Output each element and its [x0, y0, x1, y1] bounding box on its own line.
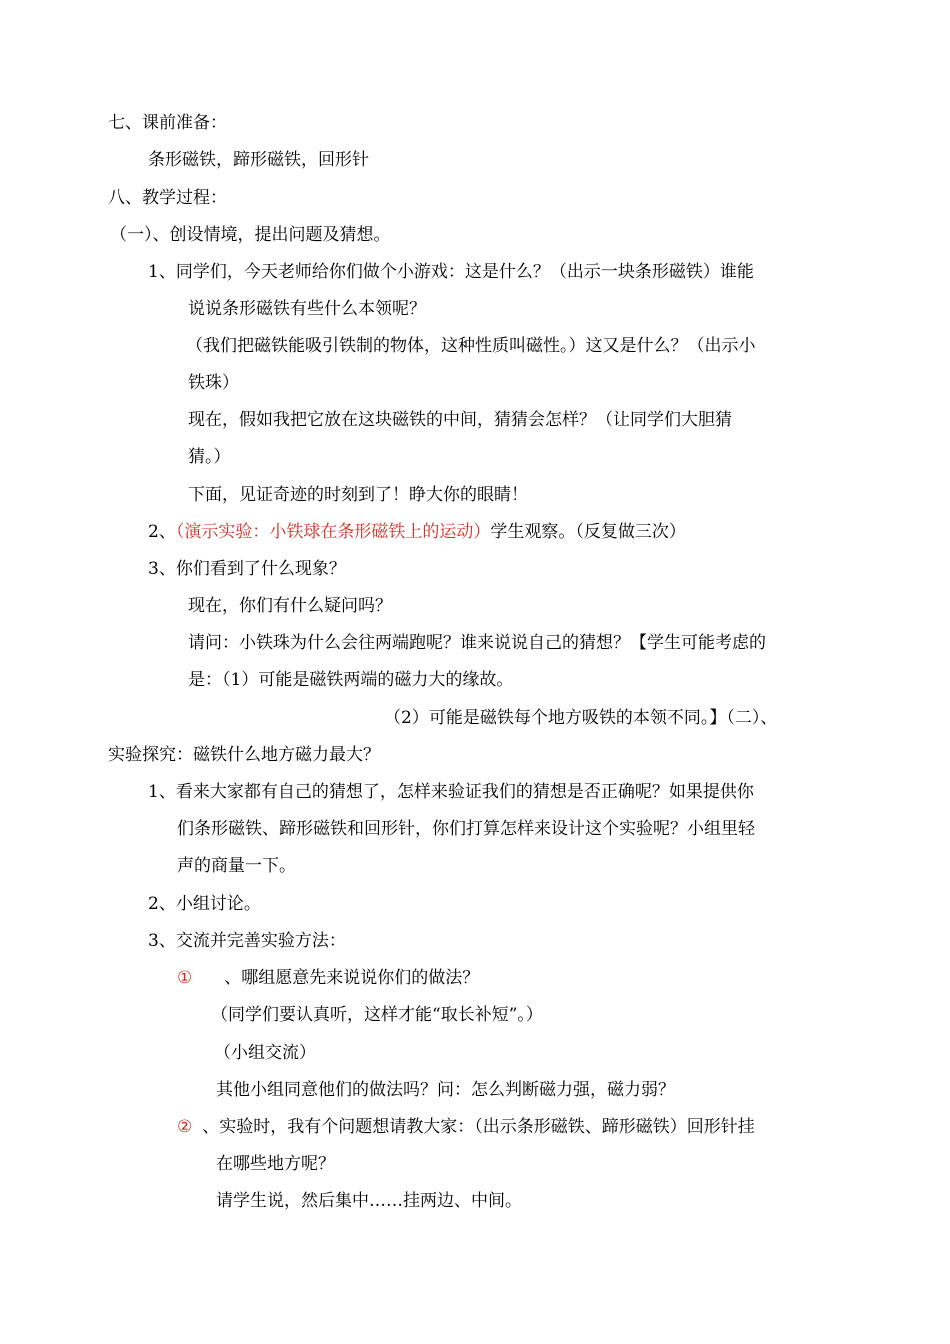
sub1-line2: （同学们要认真听，这样才能“取长补短”。）	[211, 1005, 543, 1025]
item3-line5: （2）可能是磁铁每个地方吸铁的本领不同。】（二）、	[384, 708, 778, 728]
sub2-line3: 请学生说，然后集中……挂两边、中间。	[216, 1191, 522, 1211]
materials-list: 条形磁铁，蹄形磁铁，回形针	[148, 150, 369, 170]
item1-line4: 铁珠）	[188, 373, 239, 393]
item1-line5: 现在，假如我把它放在这块磁铁的中间，猜猜会怎样？（让同学们大胆猜	[188, 410, 732, 430]
item3-line1: 3、你们看到了什么现象？	[148, 559, 346, 579]
section8-heading: 八、教学过程：	[108, 188, 227, 208]
item2-line	[148, 520, 686, 544]
item1-line7: 下面，见证奇迹的时刻到了！睁大你的眼睛！	[188, 485, 528, 505]
item1-line6: 猜。）	[188, 447, 231, 467]
item2-number: 2、	[148, 522, 176, 542]
section7-heading: 七、课前准备：	[108, 113, 227, 133]
item2-rest: 学生观察。（反复做三次）	[490, 522, 686, 542]
part2-heading: 实验探究：磁铁什么地方磁力最大？	[108, 745, 380, 765]
part2-item1-line3: 声的商量一下。	[177, 856, 296, 876]
item3-line2: 现在，你们有什么疑问吗？	[188, 596, 392, 616]
item3-line4: 是：（1）可能是磁铁两端的磁力大的缘故。	[188, 670, 514, 690]
item1-line2: 说说条形磁铁有些什么本领呢？	[188, 299, 426, 319]
sub1-line3: （小组交流）	[214, 1043, 316, 1063]
part2-item1-line2: 们条形磁铁、蹄形磁铁和回形针，你们打算怎样来设计这个实验呢？小组里轻	[177, 819, 755, 839]
sub1-line4: 其他小组同意他们的做法吗？问：怎么判断磁力强，磁力弱？	[216, 1080, 675, 1100]
circled-two-marker: ②	[177, 1117, 193, 1137]
sub2-line1	[177, 1115, 755, 1139]
demo-experiment-text: （演示实验：小铁球在条形磁铁上的运动）	[175, 522, 491, 542]
item3-line3: 请问：小铁珠为什么会往两端跑呢？谁来说说自己的猜想？【学生可能考虑的	[188, 633, 766, 653]
sub2-text: 、实验时，我有个问题想请教大家：（出示条形磁铁、蹄形磁铁）回形针挂	[202, 1117, 755, 1137]
sub1-line1	[177, 966, 479, 990]
part1-heading: （一）、创设情境，提出问题及猜想。	[110, 225, 391, 245]
sub1-text: 、哪组愿意先来说说你们的做法？	[224, 968, 480, 988]
item1-line3: （我们把磁铁能吸引铁制的物体，这种性质叫磁性。）这又是什么？（出示小	[186, 336, 756, 356]
circled-one-marker: ①	[177, 968, 193, 988]
part2-item1-line1: 1、看来大家都有自己的猜想了，怎样来验证我们的猜想是否正确呢？如果提供你	[148, 782, 754, 802]
part2-item3-heading: 3、交流并完善实验方法：	[148, 931, 346, 951]
part2-item2: 2、小组讨论。	[148, 894, 261, 914]
sub2-line2: 在哪些地方呢？	[216, 1154, 335, 1174]
item1-line1: 1、同学们，今天老师给你们做个小游戏：这是什么？（出示一块条形磁铁）谁能	[148, 262, 754, 282]
